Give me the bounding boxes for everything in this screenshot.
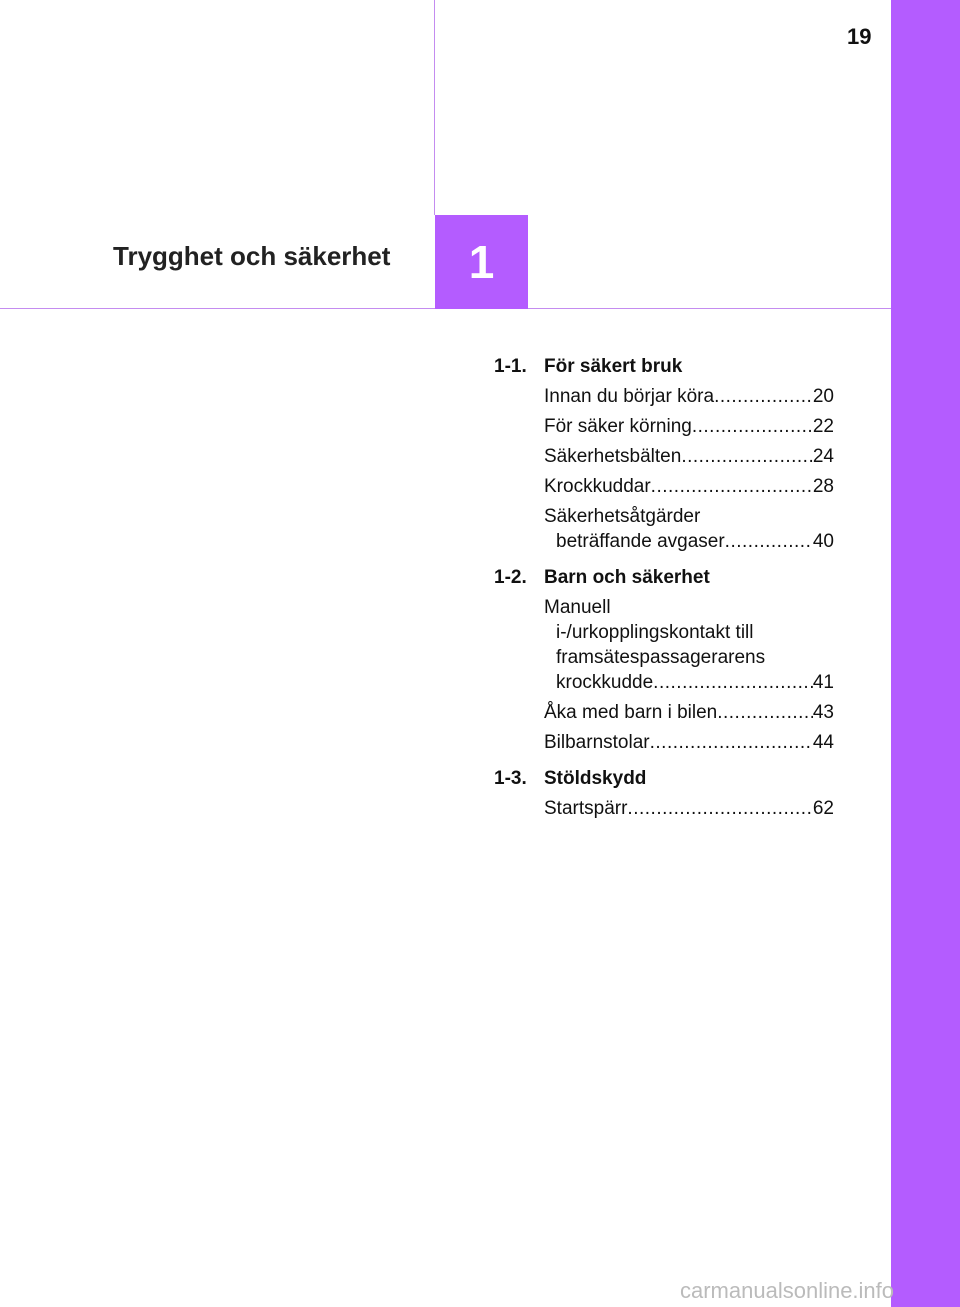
page-number: 19 [847, 24, 872, 49]
toc-entry-page: 41 [812, 672, 834, 693]
toc-entry-title: Bilbarnstolar [544, 732, 650, 753]
toc-entry-title: krockkudde [556, 672, 654, 693]
toc-entry-title: Manuell [544, 597, 611, 618]
toc-leader-dots [717, 700, 813, 725]
chapter-side-band [891, 0, 960, 1307]
toc-entry[interactable] [544, 414, 834, 439]
toc-entry-page: 20 [812, 386, 834, 407]
chapter-number: 1 [468, 236, 495, 288]
chapter-number-box [435, 215, 528, 309]
toc-section-heading[interactable] [494, 354, 834, 379]
toc-section-number: 1-1. [494, 356, 527, 377]
toc-entry-page: 40 [812, 531, 834, 552]
toc-entry[interactable] [544, 595, 834, 695]
toc-entry-page: 43 [812, 702, 834, 723]
toc-section-title: Barn och säkerhet [544, 567, 710, 588]
vertical-rule [434, 0, 435, 215]
toc-entry[interactable] [544, 474, 834, 499]
toc-leader-dots [714, 384, 813, 409]
toc-section-title: Stöldskydd [544, 768, 647, 789]
toc-entry-title: Åka med barn i bilen [544, 702, 718, 723]
toc-entry-title: För säker körning [544, 416, 692, 437]
toc-leader-dots [650, 730, 813, 755]
watermark: carmanualsonline.info [680, 1278, 895, 1303]
toc-entry[interactable] [544, 384, 834, 409]
toc-entry-page: 24 [812, 446, 834, 467]
toc-entry[interactable] [544, 444, 834, 469]
toc-entry[interactable] [544, 796, 834, 821]
toc-leader-dots [692, 414, 813, 439]
toc-entry-page: 62 [812, 798, 834, 819]
toc-entry-title: Innan du börjar köra [544, 386, 715, 407]
toc-entry-title: Säkerhetsåtgärder [544, 506, 701, 527]
toc-section-number: 1-3. [494, 768, 527, 789]
toc-entry[interactable] [544, 504, 834, 554]
toc-leader-dots [627, 796, 812, 821]
section-gap [494, 826, 834, 832]
toc-leader-dots [653, 670, 813, 695]
toc-entry-title: beträffande avgaser [556, 531, 725, 552]
toc-entry-title: Säkerhetsbälten [544, 446, 682, 467]
toc-section-heading[interactable] [494, 565, 834, 590]
toc-entry-title: i-/urkopplingskontakt till [556, 622, 754, 643]
table-of-contents [494, 354, 834, 832]
toc-entry-page: 44 [812, 732, 834, 753]
toc-leader-dots [681, 444, 813, 469]
toc-section-title: För säkert bruk [544, 356, 683, 377]
toc-entry-page: 22 [812, 416, 834, 437]
toc-entry-page: 28 [812, 476, 834, 497]
toc-section-heading[interactable] [494, 766, 834, 791]
chapter-title: Trygghet och säkerhet [113, 241, 391, 271]
toc-entry-title: Krockkuddar [544, 476, 651, 497]
toc-entry-title: framsätespassagerarens [556, 647, 766, 668]
toc-entry[interactable] [544, 700, 834, 725]
toc-section-number: 1-2. [494, 567, 527, 588]
toc-leader-dots [725, 529, 813, 554]
toc-entry-title: Startspärr [544, 798, 628, 819]
toc-entry[interactable] [544, 730, 834, 755]
toc-leader-dots [651, 474, 813, 499]
